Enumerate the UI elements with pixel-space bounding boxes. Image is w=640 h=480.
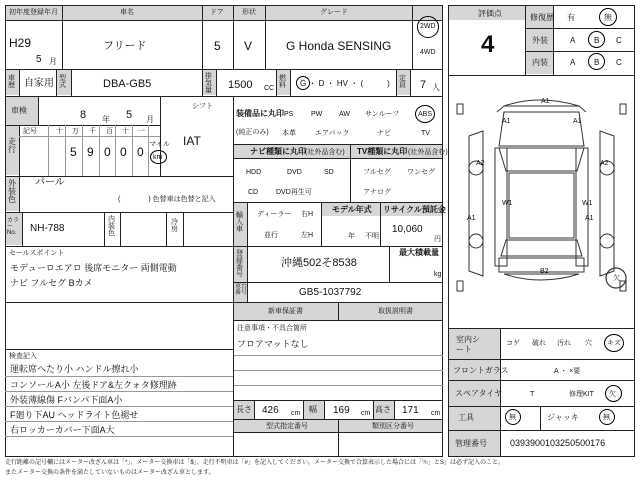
import-dealer: ディーラー [257, 211, 292, 218]
mileage-header-3: 千 [89, 128, 96, 135]
coolant-label: 冷房 [171, 219, 178, 233]
equip-aw: AW [339, 111, 351, 118]
diagram-label-right: A1 [573, 118, 582, 125]
inspection-year: 8 [80, 109, 87, 121]
vin-number: GB5-1037792 [299, 287, 362, 298]
model-year-label: モデル年式 [332, 205, 372, 214]
navi-title: ナビ種類に丸印 [250, 147, 306, 156]
mileage-header-1: 十 [56, 128, 63, 135]
diagram-label-rl: A1 [467, 215, 476, 222]
category-label: 車歴 [8, 75, 15, 89]
footer-line-1: 走行距離の記号欄にはメーター改ざん車は「*」、メーター交換車は「$」、走行不明車は「#」を記入してください。メーター交換で合算表示した場合には「％」とS」は必ず記入のこと。 [5, 460, 505, 466]
notice-text: フロアマットなし [237, 339, 309, 349]
manual-doc: 取扱説明書 [378, 308, 413, 315]
recycle-amount: 10,060 [392, 224, 423, 235]
spare-label: スペアタイヤ [455, 389, 503, 398]
color-code-label: カラーNo. [7, 218, 20, 236]
exterior-grade-c: C [616, 36, 622, 45]
interior-grade-a: A [570, 58, 576, 67]
diagram-label-right-a2: A2 [600, 160, 609, 167]
exterior-grade-a: A [570, 36, 576, 45]
mgmt-number: 0393900103250500176 [510, 438, 606, 448]
tools-value: 無 [509, 414, 516, 421]
type-label: 型式 [59, 75, 66, 89]
repair-opt-yes: 有 [567, 13, 575, 22]
warranty-doc: 新車保証書 [268, 308, 303, 315]
width-unit: cm [361, 410, 371, 417]
mileage-header-4: 百 [106, 128, 113, 135]
navi-dvd-play: DVD再生可 [276, 189, 312, 196]
inspection-month: 5 [126, 109, 133, 121]
max-load-unit: kg [434, 271, 442, 278]
navi-dvd: DVD [287, 169, 302, 176]
unit-miles: マイル [149, 141, 170, 148]
grade-label: グレード [320, 9, 348, 16]
tv-fullseg: フルセグ [363, 169, 391, 176]
capacity-label: 定員 [399, 75, 406, 89]
color-code: NH-788 [30, 223, 65, 234]
shift-label: シフト [192, 103, 213, 110]
import-left: 左H [301, 232, 314, 239]
equip-abs: ABS [418, 111, 433, 118]
cc-unit: CC [264, 85, 275, 92]
footer-line-2: またメーター交換の条件を満たしていないものはメーター改ざん車とします。 [5, 470, 215, 476]
inspection-year-unit: 年 [102, 115, 110, 124]
tv-oneseg: ワンセグ [407, 169, 435, 176]
inspector-line-1: 運転席へたり小 ハンドル擦れ小 [10, 364, 139, 374]
grade-value: G Honda SENSING [286, 39, 392, 53]
mileage-digit-2: 9 [87, 145, 94, 159]
equip-pw: PW [311, 111, 323, 118]
seat-opt-burn: コゲ [506, 340, 520, 347]
header-label-row [6, 6, 442, 20]
inspector-label: 検査記入 [9, 353, 37, 360]
equip-leather: 本革 [282, 130, 296, 137]
equip-ps: PS [284, 111, 294, 118]
exterior-grade-label: 外装 [532, 36, 548, 45]
shape-value: V [244, 39, 253, 53]
recycle-label: リサイクル預託金 [383, 205, 446, 214]
diagram-label-left: A1 [502, 118, 511, 125]
score-label: 評価点 [478, 9, 502, 18]
equip-airbag: エアバック [315, 130, 350, 137]
equip-sunroof: サンルーフ [365, 111, 400, 118]
length-unit: cm [291, 410, 301, 417]
mileage-digit-4: 0 [120, 145, 127, 159]
diagram-label-right-w1: W1 [582, 200, 593, 207]
diagram-label-left-w1: W1 [502, 200, 513, 207]
shift-value: IAT [183, 134, 201, 148]
interior-color-label: 内装色 [108, 216, 115, 237]
height-unit: cm [431, 410, 441, 417]
doors-value: 5 [214, 39, 221, 53]
interior-grade-c: C [616, 58, 622, 67]
era-year: H29 [9, 36, 32, 50]
unit-km: km [153, 154, 163, 161]
notice-label: 注意事項・不具合箇所 [237, 325, 307, 332]
inspector-line-3: 外装薄線傷 Fバンパ下面A小 [10, 395, 123, 405]
model-name-label: 車名 [120, 9, 134, 16]
sales-point-line-2: ナビ フルセグ Bカメ [10, 278, 93, 288]
model-year-unknown: 不明 [365, 233, 379, 240]
height-label: 高さ [375, 405, 391, 414]
interior-grade-b: B [594, 58, 600, 67]
interior-grade-label: 内装 [532, 58, 548, 67]
equipment-subtitle: (純正のみ) [236, 129, 269, 136]
class-label: 類別区分番号 [372, 423, 414, 430]
displacement-label: 排気量 [205, 73, 212, 94]
score-value: 4 [481, 31, 495, 58]
width-label: 幅 [309, 405, 317, 414]
displacement: 1500 [228, 79, 253, 91]
spare-opt-kit: 修理KIT [569, 391, 594, 398]
jack-value: 無 [603, 414, 610, 421]
capacity-unit: 人 [432, 83, 440, 92]
mileage-header-2: 万 [72, 128, 79, 135]
equip-navi: ナビ [377, 130, 391, 137]
length-label: 長さ [236, 405, 252, 414]
import-right: 右H [301, 211, 314, 218]
registration-label: 登録番号 [236, 250, 243, 278]
diagram-label-rr: A1 [585, 215, 594, 222]
inspection-label: 車検 [11, 106, 27, 115]
glass-opts: A ・ ×要 [554, 368, 581, 375]
month-unit: 月 [49, 57, 57, 66]
mileage-digit-5: 0 [137, 145, 144, 159]
mileage-label: 走行 [8, 137, 16, 154]
equip-tv: TV [421, 130, 430, 137]
import-parallel: 並行 [264, 232, 278, 239]
capacity: 7 [420, 79, 427, 91]
drive-4wd: 4WD [420, 49, 436, 56]
jack-label: ジャッキ [547, 413, 579, 422]
exterior-color: パール [35, 177, 65, 188]
navi-subtitle: (社外品含む) [305, 149, 345, 156]
sales-points-label: セールスポイント [9, 250, 65, 257]
navi-sd: SD [324, 169, 334, 176]
seat-opt-tear: 破れ [532, 340, 546, 347]
tv-analog: アナログ [363, 189, 391, 196]
model-year-unit: 年 [348, 233, 355, 240]
seat-opt-hole: 穴 [585, 340, 592, 347]
inspection-month-unit: 月 [146, 115, 154, 124]
spare-opt-t: T [530, 391, 535, 398]
type-spec-label: 型式指定番号 [266, 423, 308, 430]
width-value: 169 [333, 405, 350, 416]
spare-opt-missing: 欠 [609, 391, 616, 398]
height-value: 171 [402, 405, 419, 416]
tv-title: TV種類に丸印 [357, 147, 408, 156]
diagram-label-rear-b2: B2 [540, 268, 549, 275]
repair-label: 修復歴 [530, 13, 554, 22]
exterior-grade-b: B [594, 36, 600, 45]
seat-opt-scratch: キズ [607, 340, 621, 347]
import-label: 輸入車 [236, 212, 243, 233]
mileage-digit-1: 5 [70, 145, 77, 159]
doors-label: ドア [210, 9, 224, 16]
model-code: DBA-GB5 [103, 78, 152, 90]
tv-subtitle: (社外品含む) [408, 149, 448, 156]
repair-opt-no: 無 [604, 13, 612, 22]
fuel-label: 燃料 [279, 75, 286, 89]
seat-label: 室内シート [456, 335, 480, 354]
car-damage-diagram [449, 76, 634, 326]
glass-label: フロントガラス [453, 366, 509, 375]
mileage-header-5: 十 [122, 128, 129, 135]
reg-year-label: 初年度登録年月 [9, 9, 58, 16]
navi-cd: CD [248, 189, 259, 196]
usage: 自家用 [24, 78, 54, 89]
model-name: フリード [103, 39, 147, 52]
mileage-header-6: 一 [138, 128, 145, 135]
fuel-options: G ・ D ・ HV ・ ( ) [300, 79, 390, 88]
exterior-label: 外装色 [8, 179, 16, 204]
diagram-spare-missing: 欠 [613, 275, 620, 282]
max-load-label: 最大積載量 [399, 248, 439, 257]
diagram-label-front: A1 [541, 98, 550, 105]
equipment-title: 装備品に丸印 [236, 109, 284, 118]
sales-point-line-1: モデューロエアロ 後席モニター 両側電動 [10, 263, 177, 273]
inspector-line-5: 右ロッカーカバー下面A大 [10, 425, 115, 435]
vin-label: 車台番号 [235, 284, 248, 296]
shape-label: 形状 [242, 9, 256, 16]
month-value: 5 [36, 54, 42, 65]
length-value: 426 [262, 405, 279, 416]
mgmt-label: 管理番号 [455, 439, 487, 448]
inspector-line-4: F廻り下AU ヘッドライト色褪せ [10, 410, 139, 420]
navi-hdd: HDD [246, 169, 262, 176]
mileage-header-0: 記号 [23, 128, 37, 135]
drive-2wd: 2WD [420, 23, 436, 30]
mileage-digit-3: 0 [104, 145, 111, 159]
registration-number: 沖縄502そ8538 [281, 257, 357, 269]
exterior-note: ( ) 色替車は色替と記入 [118, 196, 216, 203]
diagram-label-left-a2: A2 [476, 160, 485, 167]
recycle-unit: 円 [434, 236, 441, 243]
seat-opt-dirt: 汚れ [557, 340, 571, 347]
inspector-line-2: コンソールA小 左後ドア&左クォタ修理跡 [10, 380, 177, 390]
tools-label: 工具 [458, 413, 474, 422]
